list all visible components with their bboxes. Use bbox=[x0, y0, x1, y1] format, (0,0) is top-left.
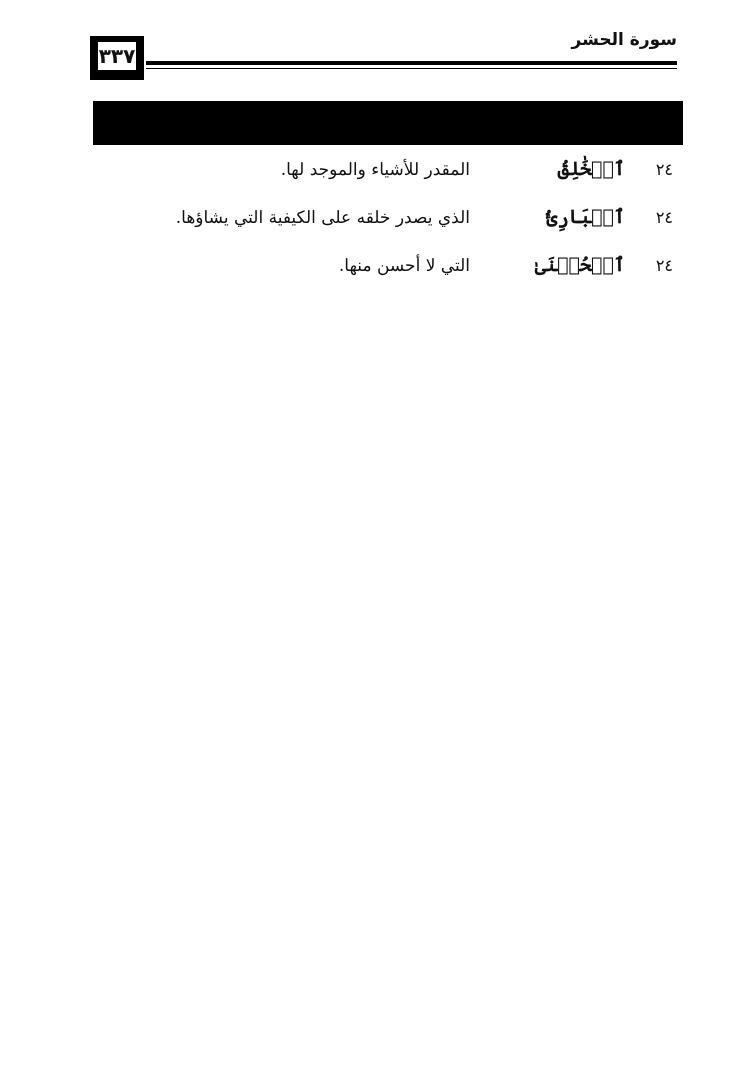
glossary-entry bbox=[100, 160, 673, 208]
page-number: ٣٣٧ bbox=[96, 40, 138, 72]
verse-number: ٢٤ bbox=[655, 256, 673, 275]
verse-number: ٢٤ bbox=[655, 160, 673, 179]
section-banner bbox=[93, 101, 683, 145]
word-meaning: التي لا أحسن منها. bbox=[338, 256, 470, 276]
glossary-entry bbox=[100, 208, 673, 256]
quran-word: ٱلۡحُسۡنَىٰ bbox=[534, 254, 625, 276]
header-rule-thin bbox=[146, 68, 677, 69]
page-number-box bbox=[90, 36, 144, 80]
quran-word: ٱلۡخَٰلِقُ bbox=[557, 158, 625, 180]
glossary-list bbox=[100, 160, 673, 304]
word-meaning: المقدر للأشياء والموجد لها. bbox=[280, 160, 470, 180]
verse-number: ٢٤ bbox=[655, 208, 673, 227]
quran-word: ٱلۡبَارِئُ bbox=[546, 206, 625, 228]
word-meaning: الذي يصدر خلقه على الكيفية التي يشاؤها. bbox=[175, 208, 470, 228]
glossary-entry bbox=[100, 256, 673, 304]
surah-title: سورة الحشر bbox=[571, 30, 677, 50]
header-rule-thick bbox=[146, 61, 677, 65]
